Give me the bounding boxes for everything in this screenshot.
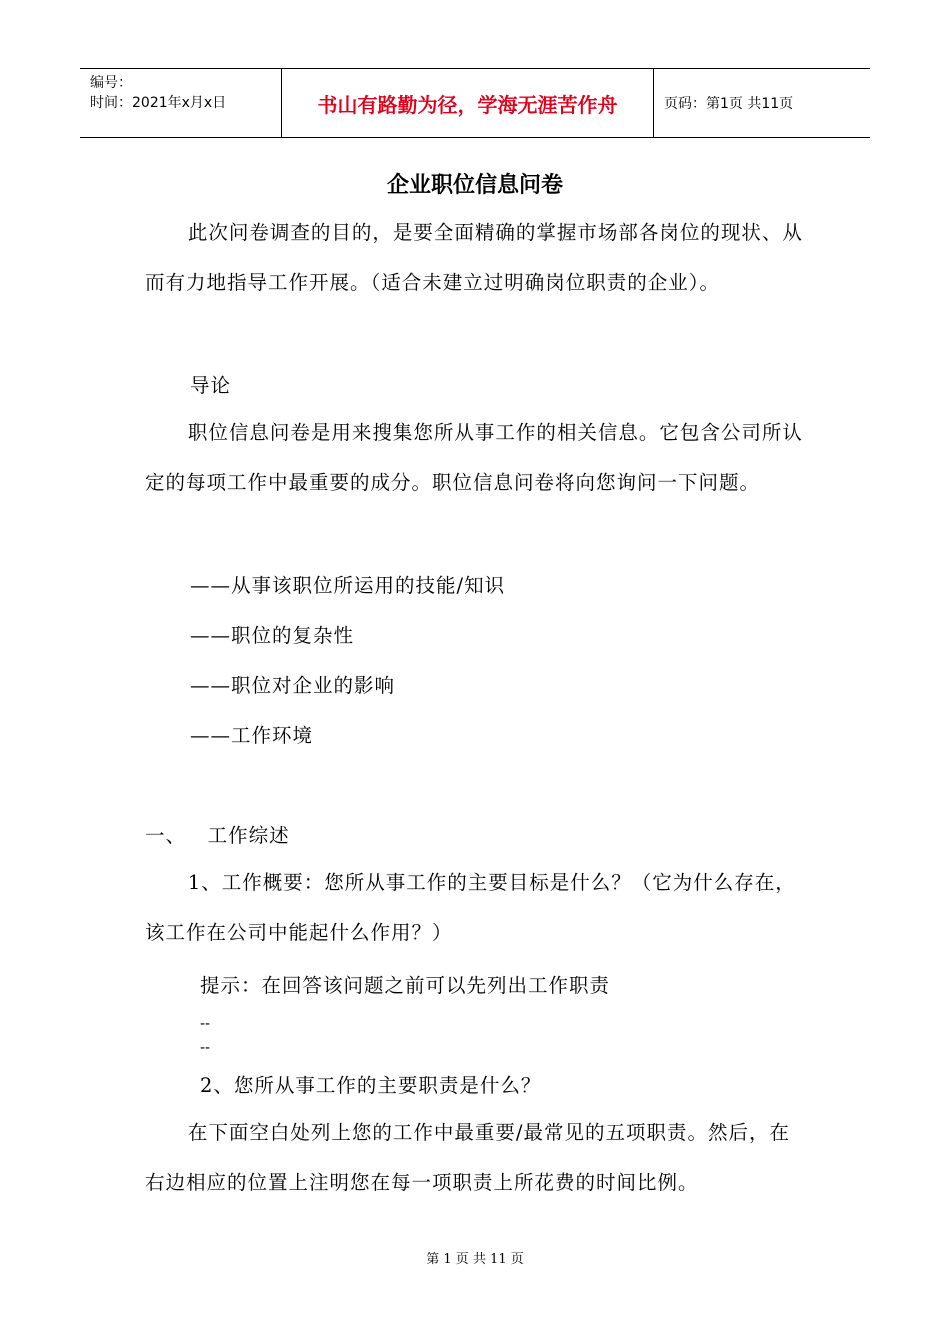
dash-line: -- <box>200 1016 211 1032</box>
number-label: 编号： <box>90 75 132 91</box>
header-left-cell <box>80 69 282 137</box>
section-heading-intro: 导论 <box>190 374 232 397</box>
list-item: ——职位对企业的影响 <box>190 674 396 697</box>
header-table <box>80 68 870 138</box>
document-title: 企业职位信息问卷 <box>386 173 563 198</box>
question-1: 1、工作概要：您所从事工作的主要目标是什么？（它为什么存在，该工作在公司中能起什么作用？） <box>145 871 796 944</box>
question-2: 2、您所从事工作的主要职责是什么？ <box>200 1074 542 1097</box>
list-item: ——职位的复杂性 <box>190 624 355 647</box>
question-2-description: 在下面空白处列上您的工作中最重要/最常见的五项职责。然后，在右边相应的位置上注明您在每一项职责上所花费的时间比例。 <box>145 1121 790 1194</box>
time-label: 时间：2021年x月x日 <box>90 95 227 111</box>
list-item: ——从事该职位所运用的技能/知识 <box>190 574 506 597</box>
page-info: 页码：第1页 共11页 <box>664 96 794 112</box>
page-footer: 第 1 页 共 11 页 <box>426 1252 524 1267</box>
part1-heading: 一、 工作综述 <box>145 824 290 847</box>
hint-text: 提示：在回答该问题之前可以先列出工作职责 <box>200 974 611 997</box>
dash-line: -- <box>200 1040 211 1056</box>
list-item: ——工作环境 <box>190 724 314 747</box>
intro-paragraph: 此次问卷调查的目的，是要全面精确的掌握市场部各岗位的现状、从而有力地指导工作开展。（适合未建立过明确岗位职责的企业）。 <box>145 221 803 294</box>
motto: 书山有路勤为径，学海无涯苦作舟 <box>282 69 654 137</box>
intro2-paragraph: 职位信息问卷是用来搜集您所从事工作的相关信息。它包含公司所认定的每项工作中最重要的成分。职位信息问卷将向您询问一下问题。 <box>145 421 803 494</box>
